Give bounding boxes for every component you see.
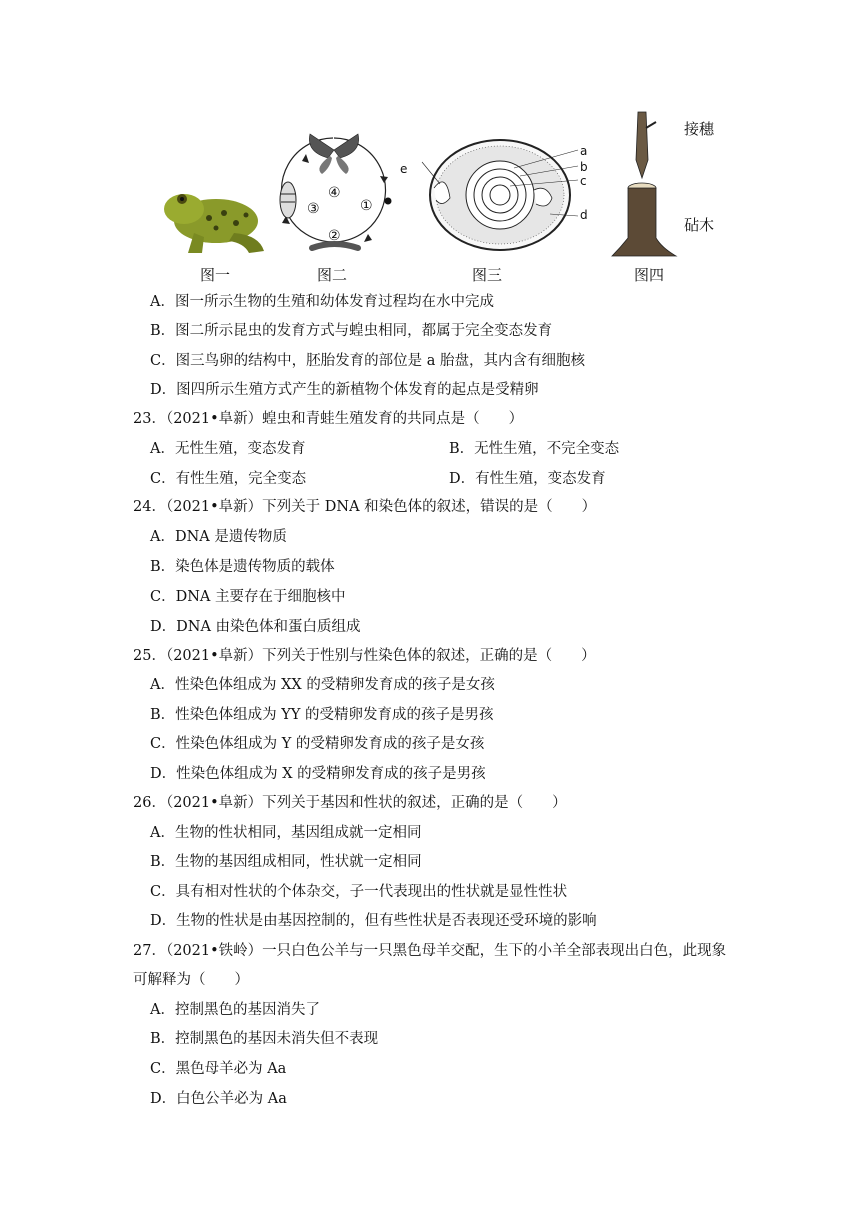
q26-option-c: C．具有相对性状的个体杂交，子一代表现出的性状就是显性性状 — [150, 884, 568, 900]
grafting-diagram — [606, 108, 696, 263]
figure-strip — [140, 118, 740, 288]
q22-option-b: B．图二所示昆虫的发育方式与蝗虫相同，都属于完全变态发育 — [150, 323, 553, 339]
figure-2-caption: 图二 — [317, 266, 348, 284]
q25-option-d: D．性染色体组成为 X 的受精卵发育成的孩子是男孩 — [150, 766, 486, 782]
egg-label-d: d — [580, 208, 588, 222]
q26-option-a: A．生物的性状相同，基因组成就一定相同 — [150, 825, 422, 841]
q26-option-d: D．生物的性状是由基因控制的，但有些性状是否表现还受环境的影响 — [150, 913, 597, 929]
stage-label-1: ① — [360, 198, 373, 214]
q27-option-b: B．控制黑色的基因未消失但不表现 — [150, 1031, 379, 1047]
q27-option-a: A．控制黑色的基因消失了 — [150, 1002, 320, 1018]
q26-option-b: B．生物的基因组成相同，性状就一定相同 — [150, 854, 422, 870]
q26-stem: 26．（2021•阜新）下列关于基因和性状的叙述，正确的是（ ） — [133, 795, 567, 811]
q24-stem: 24．（2021•阜新）下列关于 DNA 和染色体的叙述，错误的是（ ） — [133, 499, 597, 515]
figure-4-caption: 图四 — [634, 266, 665, 284]
q25-option-a: A．性染色体组成为 XX 的受精卵发育成的孩子是女孩 — [150, 677, 495, 693]
q27-option-c: C．黑色母羊必为 Aa — [150, 1061, 287, 1077]
q22-option-a: A．图一所示生物的生殖和幼体发育过程均在水中完成 — [150, 294, 494, 310]
egg-label-c: c — [580, 174, 587, 188]
q23-option-a: A．无性生殖，变态发育 — [150, 441, 306, 457]
egg-label-b: b — [580, 160, 588, 174]
q25-option-c: C．性染色体组成为 Y 的受精卵发育成的孩子是女孩 — [150, 736, 485, 752]
scion-label: 接穗 — [684, 120, 715, 138]
q25-stem: 25．（2021•阜新）下列关于性别与性染色体的叙述，正确的是（ ） — [133, 648, 596, 664]
q25-option-b: B．性染色体组成为 YY 的受精卵发育成的孩子是男孩 — [150, 707, 494, 723]
q27-option-d: D．白色公羊必为 Aa — [150, 1091, 287, 1107]
rootstock-label: 砧木 — [684, 216, 715, 234]
stage-label-2: ② — [328, 228, 341, 244]
q22-option-c: C．图三鸟卵的结构中，胚胎发育的部位是 a 胎盘，其内含有细胞核 — [150, 353, 585, 369]
q24-option-c: C．DNA 主要存在于细胞核中 — [150, 589, 346, 605]
figure-1-caption: 图一 — [200, 266, 231, 284]
q22-option-d: D．图四所示生殖方式产生的新植物个体发育的起点是受精卵 — [150, 382, 539, 398]
figure-3-caption: 图三 — [472, 266, 503, 284]
egg-label-e: e — [400, 162, 408, 176]
q24-option-d: D．DNA 由染色体和蛋白质组成 — [150, 619, 361, 635]
q23-option-d: D．有性生殖，变态发育 — [449, 471, 606, 487]
q27-stem-line-1: 27．（2021•铁岭）一只白色公羊与一只黑色母羊交配，生下的小羊全部表现出白色，此现象 — [133, 943, 727, 959]
q23-option-c: C．有性生殖，完全变态 — [150, 471, 307, 487]
stage-label-4: ④ — [328, 185, 341, 201]
frog-illustration — [154, 173, 274, 263]
q24-option-b: B．染色体是遗传物质的载体 — [150, 559, 335, 575]
q27-stem-line-2: 可解释为（ ） — [133, 972, 249, 988]
q23-option-b: B．无性生殖，不完全变态 — [449, 441, 620, 457]
q24-option-a: A．DNA 是遗传物质 — [150, 529, 287, 545]
bird-egg-structure-diagram — [410, 128, 590, 263]
egg-label-a: a — [580, 144, 588, 158]
stage-label-3: ③ — [307, 201, 320, 217]
q23-stem: 23．（2021•阜新）蝗虫和青蛙生殖发育的共同点是（ ） — [133, 411, 524, 427]
